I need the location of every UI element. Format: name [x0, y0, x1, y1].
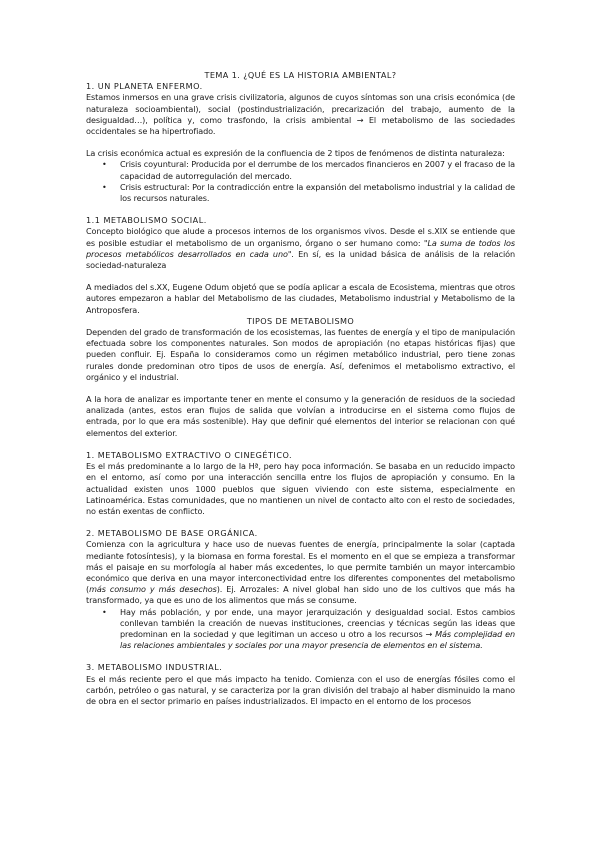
crisis-bullet-list [86, 159, 515, 204]
section-heading-planeta-enfermo: 1. UN PLANETA ENFERMO. [86, 81, 203, 92]
section-heading-metabolismo-social: 1.1 METABOLISMO SOCIAL. [86, 215, 207, 226]
subheading-tipos-metabolismo: TIPOS DE METABOLISMO [246, 315, 355, 326]
list-item: • Crisis estructural: Por la contradicción entre la expansión del metabolismo industrial y la calidad de los recursos naturales. [102, 181, 515, 204]
page-title: TEMA 1. ¿QUÉ ES LA HISTORIA AMBIENTAL? [204, 70, 397, 80]
paragraph-consumo-residuos: A la hora de analizar es importante tener en mente el consumo y la generación de residuos de la sociedad analizada (antes, estos eran flujos de salida que volvían a introducirse en el sistema como flujos de entrada, por lo que era más sostenible). Hay que definir qué elementos del interior se relacionan con qué elementos del exterior. [86, 394, 515, 438]
section-heading-metabolismo-extractivo: 1. METABOLISMO EXTRACTIVO O CINEGÉTICO. [86, 449, 293, 460]
section-heading-metabolismo-industrial: 3. METABOLISMO INDUSTRIAL. [86, 662, 223, 673]
section-heading-metabolismo-organico: 2. METABOLISMO DE BASE ORGÁNICA. [86, 528, 258, 539]
paragraph-concepto-biologico: Concepto biológico que alude a procesos internos de los organismos vivos. Desde el s.XIX se entiende que es posible estudiar el metabolismo de un organismo, órgano o ser humano como: "La suma de todos los procesos metabólicos desarrollados en cada uno". En sí, es la unidad básica de análisis de la relación sociedad-naturaleza [86, 226, 515, 271]
organico-bullet-list [86, 607, 515, 652]
paragraph-crisis-economica: La crisis económica actual es expresión de la confluencia de 2 tipos de fenómenos de distinta naturaleza: [86, 148, 505, 159]
bullet-icon: • [102, 159, 107, 170]
list-item: • Hay más población, y por ende, una mayor jerarquización y desigualdad social. Estos cambios conllevan también la creación de nuevas instituciones, creencias y técnicas según las ideas que predominan en la sociedad y que legitiman un acceso u otro a los recursos → Más complejidad en las relaciones ambientales y sociales por una mayor presencia de elementos en el sistema. [102, 606, 516, 651]
bullet-icon: • [102, 606, 107, 617]
paragraph-metabolismo-organico: Comienza con la agricultura y hace uso de nuevas fuentes de energía, principalmente la solar (captada mediante fotosíntesis), y la biomasa en forma forestal. Es el momento en el que se empieza a transformar más el paisaje en su morfología al haber más excedentes, lo que permite también un mayor intercambio económico que deriva en una mayor interconectividad entre los diferentes componentes del metabolismo (más consumo y más desechos). Ej. Arrozales: A nivel global han sido uno de los cultivos que más ha transformado, ya que es uno de los alimentos que más se consume. [86, 539, 515, 606]
paragraph-tipos-metabolismo: Dependen del grado de transformación de los ecosistemas, las fuentes de energía y el tipo de manipulación efectuada sobre los componentes naturales. Son modos de apropiación (no etapas históricas fijas) que pueden confluir. Ej. España lo consideramos como un régimen metabólico industrial, pero tiene zonas rurales donde predominan otro tipos de usos de energía. Así, defenimos el metabolismo extractivo, el orgánico y el industrial. [86, 327, 515, 382]
paragraph-crisis-civilizatoria: Estamos inmersos en una grave crisis civilizatoria, algunos de cuyos síntomas son una crisis económica (de naturaleza socioambiental), social (postindustrialización, precarización del trabajo, aumento de la desigualdad…), política y, como trasfondo, la crisis ambiental → El metabolismo de las sociedades occidentales se ha hipertrofiado. [86, 92, 515, 137]
document-body [86, 70, 515, 707]
paragraph-eugene-odum: A mediados del s.XX, Eugene Odum objetó que se podía aplicar a escala de Ecosistema, mientras que otros autores empezaron a hablar del Metabolismo de las ciudades, Metabolismo industrial y Metabolismo de la Antroposfera. [86, 282, 515, 315]
paragraph-metabolismo-extractivo: Es el más predominante a lo largo de la Hª, pero hay poca información. Se basaba en un reducido impacto en el entorno, así como por una interacción sencilla entre los flujos de apropiación y consumo. En la actualidad existen unos 1000 pueblos que siguen viviendo con este sistema, especialmente en Latinoamérica. Estas comunidades, que no mantienen un nivel de contacto alto con el resto de sociedades, no están exentas de conflicto. [86, 461, 515, 516]
paragraph-metabolismo-industrial: Es el más reciente pero el que más impacto ha tenido. Comienza con el uso de energías fósiles como el carbón, petróleo o gas natural, y se caracteriza por la gran división del trabajo al haber disminuido la mano de obra en el sector primario en países industrializados. El impacto en el entorno de los procesos [86, 673, 515, 706]
list-item: • Crisis coyuntural: Producida por el derrumbe de los mercados financieros en 2007 y el fracaso de la capacidad de autorregulación del mercado. [102, 159, 515, 181]
bullet-icon: • [102, 181, 107, 192]
